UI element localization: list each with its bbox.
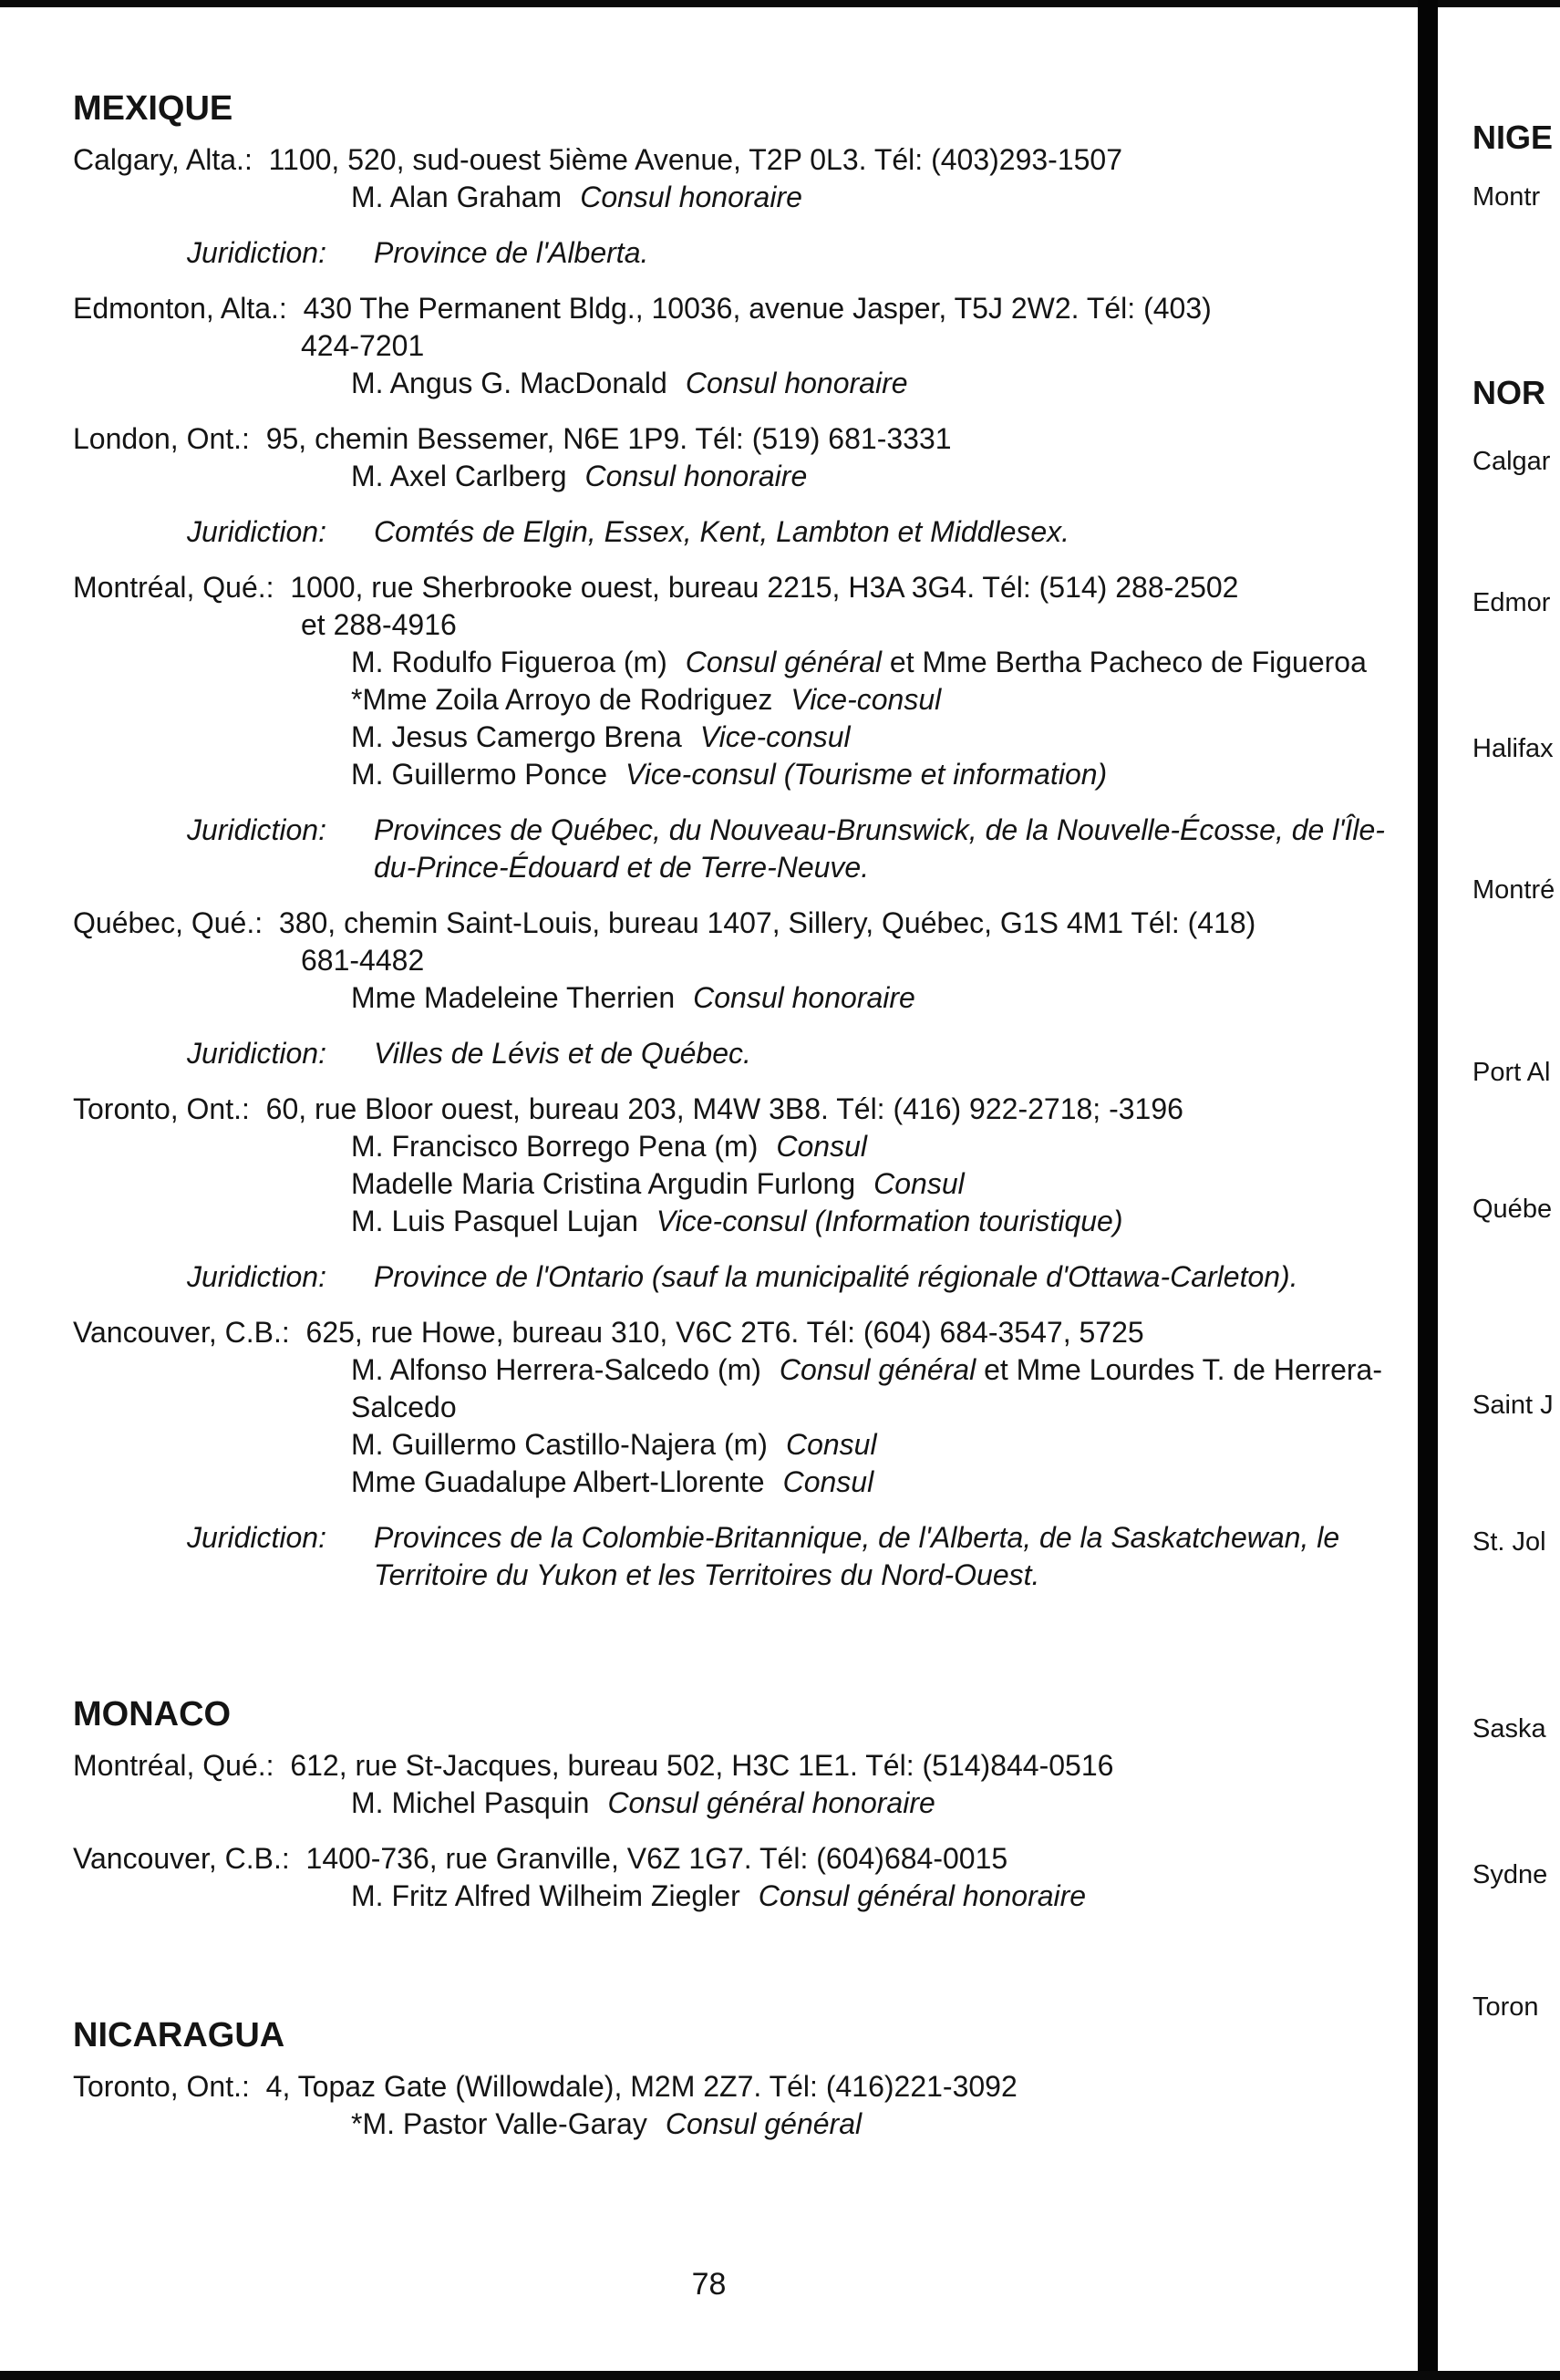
juridiction-text: Provinces de Québec, du Nouveau-Brunswick, de la Nouvelle-Écosse, de l'Île-du-Prince-Édouard et de Terre-Neuve. [374,813,1385,884]
consul-person [73,458,1400,495]
directory-page [73,87,1400,2241]
country-section [73,87,1400,1594]
address-text: 1100, 520, sud-ouest 5ième Avenue, T2P 0L3. Tél: (403)293-1507 [268,143,1122,176]
adjacent-page-fragment [1472,0,1556,2371]
cropped-city-label: Québe [1472,1195,1553,1224]
person-name: M. Fritz Alfred Wilheim Ziegler [351,1879,740,1912]
cropped-city-label: Calgar [1472,447,1551,476]
city-label: Edmonton, Alta.: [73,292,287,325]
person-name: Madelle Maria Cristina Argudin Furlong [351,1167,856,1200]
consul-person [73,1426,1400,1464]
person-role: Consul honoraire [580,181,802,213]
cropped-city-label: Sydne [1472,1860,1548,1889]
juridiction-label: Juridiction: [187,1260,326,1293]
address-line [73,141,1400,179]
juridiction-line [187,1519,1400,1594]
address-line [73,1091,1400,1128]
address-line [73,1747,1400,1785]
city-label: Vancouver, C.B.: [73,1842,290,1875]
city-label: Toronto, Ont.: [73,2070,250,2103]
juridiction-line [187,1035,1400,1072]
consul-person [73,644,1400,681]
address-text: 60, rue Bloor ouest, bureau 203, M4W 3B8. Tél: (416) 922-2718; -3196 [265,1092,1183,1125]
city-label: Calgary, Alta.: [73,143,253,176]
address-text: 4, Topaz Gate (Willowdale), M2M 2Z7. Tél: (416)221-3092 [265,2070,1018,2103]
city-label: Toronto, Ont.: [73,1092,250,1125]
address-line [73,2068,1400,2106]
consul-person [73,1351,1400,1426]
consul-person [73,681,1400,719]
juridiction-line [187,234,1400,272]
consulate-entry [73,1314,1400,1594]
person-role: Consul général [665,2107,863,2140]
person-name: Mme Madeleine Therrien [351,981,676,1014]
cropped-city-label: Montr [1472,182,1541,212]
address-text: 612, rue St-Jacques, bureau 502, H3C 1E1. Tél: (514)844-0516 [290,1749,1114,1782]
person-name: M. Alan Graham [351,181,563,213]
cropped-city-label: St. Jol [1472,1527,1546,1557]
person-name: M. Jesus Camergo Brena [351,720,682,753]
consulate-entry [73,1091,1400,1296]
consulate-entry [73,569,1400,886]
juridiction-label: Juridiction: [187,1521,326,1554]
address-text: 380, chemin Saint-Louis, bureau 1407, Sillery, Québec, G1S 4M1 Tél: (418) [278,906,1256,939]
cropped-city-label: Toron [1472,1992,1539,2022]
consul-person [73,719,1400,756]
cropped-city-label: Edmor [1472,588,1551,617]
person-name: *M. Pastor Valle-Garay [351,2107,647,2140]
address-text: 430 The Permanent Bldg., 10036, avenue Jasper, T5J 2W2. Tél: (403) [303,292,1212,325]
juridiction-text: Provinces de la Colombie-Britannique, de l'Alberta, de la Saskatchewan, le Territoire du Yukon et les Territoires du Nord-Ouest. [374,1521,1340,1591]
person-name: M. Alfonso Herrera-Salcedo (m) [351,1353,761,1386]
juridiction-text: Comtés de Elgin, Essex, Kent, Lambton et Middlesex. [374,515,1070,548]
person-role: Consul [782,1465,874,1498]
person-role: Vice-consul [699,720,851,753]
page-number: 78 [691,2267,727,2302]
cropped-city-label: Montré [1472,875,1555,905]
city-label: London, Ont.: [73,422,250,455]
person-name: M. Angus G. MacDonald [351,367,667,399]
juridiction-text: Villes de Lévis et de Québec. [374,1037,751,1070]
person-name: M. Michel Pasquin [351,1786,590,1819]
cropped-city-label: Saint J [1472,1391,1554,1420]
person-extra: et Mme Lourdes T. de Herrera-Salcedo [351,1353,1382,1423]
person-role: Consul [776,1130,867,1163]
city-label: Québec, Qué.: [73,906,263,939]
person-role: Vice-consul [790,683,942,716]
person-name: M. Luis Pasquel Lujan [351,1205,638,1237]
person-name: M. Guillermo Ponce [351,758,607,791]
consul-person [73,756,1400,793]
column-divider [1418,0,1438,2380]
person-role: Consul général [779,1353,976,1386]
person-role: Consul honoraire [584,460,808,492]
bottom-scan-border [0,2371,1560,2380]
person-name: M. Rodulfo Figueroa (m) [351,646,667,678]
address-line [73,290,1400,327]
juridiction-line [187,1258,1400,1296]
address-line [73,420,1400,458]
juridiction-label: Juridiction: [187,813,326,846]
country-heading: MONACO [73,1695,232,1733]
address-line [73,1314,1400,1351]
address-text: 625, rue Howe, bureau 310, V6C 2T6. Tél: (604) 684-3547, 5725 [305,1316,1144,1349]
city-label: Vancouver, C.B.: [73,1316,290,1349]
person-name: *Mme Zoila Arroyo de Rodriguez [351,683,773,716]
consul-person [73,1203,1400,1240]
person-name: Mme Guadalupe Albert-Llorente [351,1465,765,1498]
consulate-entry [73,141,1400,272]
address-text: 95, chemin Bessemer, N6E 1P9. Tél: (519) 681-3331 [265,422,952,455]
person-role: Consul [785,1428,877,1461]
country-heading: NICARAGUA [73,2016,285,2054]
cropped-city-label: Halifax [1472,734,1554,763]
juridiction-text: Province de l'Alberta. [374,236,649,269]
address-continuation: 681-4482 [301,944,425,977]
cropped-city-label: Saska [1472,1714,1546,1744]
consul-person [73,1464,1400,1501]
consul-person [73,365,1400,402]
consulate-entry [73,2068,1400,2143]
address-text: 1000, rue Sherbrooke ouest, bureau 2215, H3A 3G4. Tél: (514) 288-2502 [290,571,1239,604]
consul-person [73,1165,1400,1203]
cropped-country-heading: NOR [1472,374,1545,411]
juridiction-label: Juridiction: [187,515,326,548]
person-extra: et Mme Bertha Pacheco de Figueroa [889,646,1367,678]
person-name: M. Francisco Borrego Pena (m) [351,1130,759,1163]
cropped-country-heading: NIGE [1472,119,1554,156]
consulate-entry [73,905,1400,1072]
consulate-entry [73,420,1400,551]
person-role: Vice-consul (Tourisme et information) [625,758,1108,791]
address-line [73,905,1400,942]
consul-person [73,979,1400,1017]
top-scan-border [0,0,1560,7]
city-label: Montréal, Qué.: [73,571,274,604]
person-role: Vice-consul (Information touristique) [656,1205,1123,1237]
consul-person [73,1878,1400,1915]
person-role: Consul [873,1167,965,1200]
person-role: Consul général honoraire [607,1786,935,1819]
person-role: Consul honoraire [693,981,915,1014]
juridiction-label: Juridiction: [187,236,326,269]
consul-person [73,1785,1400,1822]
consul-person [73,2106,1400,2143]
juridiction-label: Juridiction: [187,1037,326,1070]
juridiction-text: Province de l'Ontario (sauf la municipalité régionale d'Ottawa-Carleton). [374,1260,1298,1293]
consulate-entry [73,1840,1400,1915]
country-section [73,2013,1400,2143]
consulate-entry [73,1747,1400,1822]
cropped-city-label: Port Al [1472,1058,1551,1087]
address-text: 1400-736, rue Granville, V6Z 1G7. Tél: (604)684-0015 [305,1842,1008,1875]
address-line [73,569,1400,606]
juridiction-line [187,513,1400,551]
city-label: Montréal, Qué.: [73,1749,274,1782]
person-role: Consul général honoraire [758,1879,1087,1912]
person-role: Consul général [685,646,883,678]
consul-person [73,179,1400,216]
person-role: Consul honoraire [685,367,908,399]
person-name: M. Guillermo Castillo-Najera (m) [351,1428,768,1461]
address-continuation: 424-7201 [301,329,425,362]
consul-person [73,1128,1400,1165]
address-continuation: et 288-4916 [301,608,457,641]
juridiction-line [187,812,1400,886]
country-section [73,1692,1400,1915]
address-line [73,1840,1400,1878]
country-heading: MEXIQUE [73,89,233,128]
consulate-entry [73,290,1400,402]
person-name: M. Axel Carlberg [351,460,567,492]
